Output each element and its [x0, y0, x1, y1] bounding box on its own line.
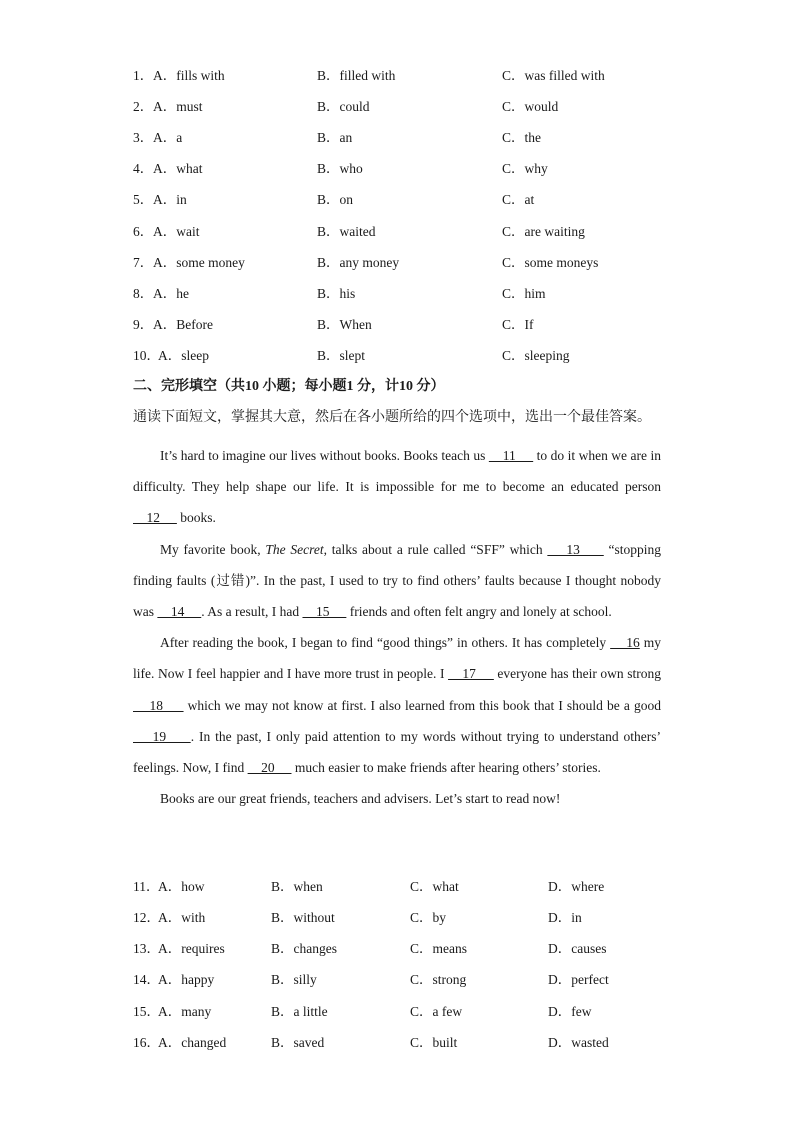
option-a: A．happy [158, 972, 215, 987]
option-c: C．strong [410, 972, 467, 987]
blank-20: 20 [247, 760, 292, 776]
option-b: B．saved [271, 1035, 325, 1050]
option-b: B．a little [271, 1004, 328, 1019]
option-c: C．sleeping [502, 348, 570, 363]
question-number: 5． [133, 192, 154, 207]
question-number: 12． [133, 910, 160, 925]
option-b: B．when [271, 879, 323, 894]
option-c: C．means [410, 941, 467, 956]
passage-paragraph-4: Books are our great friends, teachers and advisers. Let’s start to read now! [160, 791, 561, 807]
option-a: A．sleep [158, 348, 209, 363]
passage-text: . As a result, I had [201, 604, 303, 620]
option-a: A．with [158, 910, 206, 925]
passage-text: which we may not know at first. I also learned from this book that I should be a good [183, 697, 662, 713]
option-a: A．he [153, 286, 189, 301]
section-instruction: 通读下面短文，掌握其大意，然后在各小题所给的四个选项中，选出一个最佳答案。 [133, 410, 651, 425]
option-d: D．where [548, 879, 605, 894]
question-number: 3． [133, 130, 154, 145]
blank-12: 12 [133, 510, 177, 526]
option-b: B．who [317, 161, 363, 176]
passage-text: to do it when we are in difficulty. They help shape our life. It is impossible for me to become an educated person [133, 448, 661, 495]
option-b: B．silly [271, 972, 317, 987]
option-b: B．any money [317, 255, 400, 270]
passage-text: After reading the book, I began to find “good things” in others. It has completely [160, 635, 611, 651]
passage-text: books. [176, 510, 216, 526]
option-c: C．are waiting [502, 224, 585, 239]
blank-18: 18 [133, 697, 184, 713]
blank-17: 17 [448, 666, 494, 682]
option-c: C．at [502, 192, 535, 207]
option-c: C．built [410, 1035, 458, 1050]
question-number: 10． [133, 348, 160, 363]
question-number: 4． [133, 161, 154, 176]
option-d: D．causes [548, 941, 607, 956]
passage-text: , talks about a rule called “SFF” which [323, 541, 548, 557]
passage-text: . In the past, I only paid attention to my words without trying to understand others’ feelings. Now, I find [133, 728, 662, 776]
blank-19: 19 [133, 728, 191, 744]
book-title: The Secret [265, 541, 324, 557]
option-a: A．changed [158, 1035, 227, 1050]
option-c: C．the [502, 130, 541, 145]
blank-15: 15 [302, 604, 347, 620]
option-b: B．changes [271, 941, 337, 956]
option-d: D．wasted [548, 1035, 609, 1050]
option-b: B．could [317, 99, 370, 114]
option-c: C．him [502, 286, 546, 301]
option-c: C．a few [410, 1004, 463, 1019]
blank-13: 13 [547, 541, 604, 557]
option-b: B．his [317, 286, 356, 301]
option-b: B．waited [317, 224, 376, 239]
option-a: A．fills with [153, 68, 225, 83]
option-a: A．must [153, 99, 203, 114]
option-b: B．When [317, 317, 372, 332]
option-c: C．If [502, 317, 534, 332]
option-c: C．some moneys [502, 255, 599, 270]
passage-text: It’s hard to imagine our lives without books. Books teach us [160, 448, 489, 463]
passage-text: My favorite book, [160, 541, 266, 557]
question-number: 16． [133, 1035, 160, 1050]
question-number: 9． [133, 317, 154, 332]
passage-paragraph-1 [133, 440, 661, 534]
question-number: 8． [133, 286, 154, 301]
option-b: B．an [317, 130, 353, 145]
cloze-passage [133, 440, 661, 814]
option-a: A．in [153, 192, 187, 207]
blank-14: 14 [157, 604, 202, 620]
passage-paragraph-3 [133, 627, 661, 783]
question-number: 14． [133, 972, 160, 987]
passage-text: friends and often felt angry and lonely at school. [346, 604, 612, 620]
option-b: B．on [317, 192, 354, 207]
blank-11: 11 [488, 448, 534, 463]
option-c: C．why [502, 161, 548, 176]
option-c: C．by [410, 910, 447, 925]
question-number: 6． [133, 224, 154, 239]
option-b: B．filled with [317, 68, 396, 83]
blank-16: 16 [610, 635, 640, 651]
option-a: A．requires [158, 941, 225, 956]
question-number: 7． [133, 255, 154, 270]
question-number: 13． [133, 941, 160, 956]
option-c: C．was filled with [502, 68, 605, 83]
option-a: A．how [158, 879, 205, 894]
option-a: A．what [153, 161, 203, 176]
option-b: B．slept [317, 348, 366, 363]
section-heading: 二、完形填空（共10 小题；每小题1 分，计10 分） [133, 379, 445, 394]
question-number: 15． [133, 1004, 160, 1019]
option-a: A．some money [153, 255, 245, 270]
option-c: C．what [410, 879, 459, 894]
option-b: B．without [271, 910, 335, 925]
option-a: A．a [153, 130, 183, 145]
passage-text: everyone has their own strong [493, 666, 661, 682]
passage-text: my life. Now I feel happier and I have more trust in people. I [133, 635, 662, 682]
passage-text: “stopping finding faults (过错)”. In the past, I used to try to find others’ faults because I thought nobody was [133, 541, 662, 620]
option-d: D．few [548, 1004, 592, 1019]
passage-text: much easier to make friends after hearing others’ stories. [291, 760, 601, 776]
option-d: D．perfect [548, 972, 609, 987]
question-number: 11． [133, 879, 160, 894]
option-a: A．Before [153, 317, 213, 332]
option-a: A．many [158, 1004, 212, 1019]
question-number: 2． [133, 99, 154, 114]
passage-paragraph-2 [133, 534, 661, 628]
option-c: C．would [502, 99, 559, 114]
option-a: A．wait [153, 224, 200, 239]
option-d: D．in [548, 910, 582, 925]
question-number: 1． [133, 68, 154, 83]
